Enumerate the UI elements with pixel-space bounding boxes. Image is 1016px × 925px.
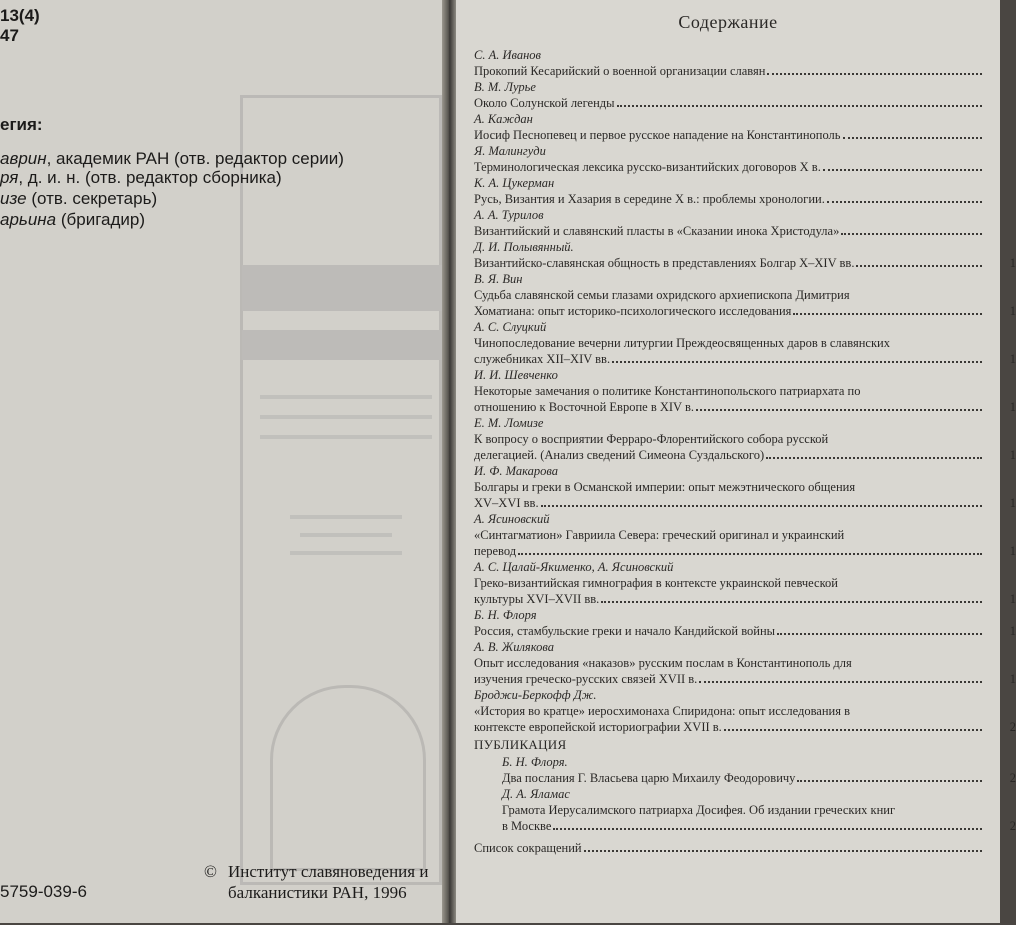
toc-entry-title: Россия, стамбульские греки и начало Кандийской войны bbox=[474, 623, 1014, 639]
toc-entry bbox=[474, 112, 1014, 143]
leader-dots bbox=[617, 95, 982, 107]
leader-dots bbox=[601, 591, 982, 603]
toc-entry-author: Д. И. Полывянный. bbox=[474, 240, 574, 254]
toc-entry-page: 1 bbox=[1009, 304, 1016, 318]
toc-entry-title: Терминологическая лексика русско-византийских договоров X в. bbox=[474, 159, 1014, 175]
toc-entry-title: Болгары и греки в Османской империи: опыт межэтнического общения bbox=[474, 480, 856, 494]
leader-dots bbox=[841, 223, 982, 235]
editor-line: изе (отв. секретарь) bbox=[0, 189, 158, 208]
toc-entry-author: Б. Н. Флоря. bbox=[502, 755, 568, 769]
copyright-symbol: © bbox=[204, 862, 217, 881]
editor-line: аврин, академик РАН (отв. редактор серии) bbox=[0, 149, 344, 168]
leader-dots bbox=[541, 495, 982, 507]
toc-entry bbox=[474, 560, 1014, 607]
toc-entry-title: К вопросу о восприятии Ферраро-Флорентийского собора русской bbox=[474, 432, 829, 446]
toc-entry-author: А. Каждан bbox=[474, 112, 533, 126]
toc-entry-author: Броджи-Беркофф Дж. bbox=[474, 688, 597, 702]
leader-dots bbox=[699, 671, 982, 683]
leader-dots bbox=[553, 818, 982, 830]
toc-entry-title-continued: перевод bbox=[474, 543, 1014, 559]
toc-entry-title-continued: контексте европейской историографии XVII в. bbox=[474, 719, 1014, 735]
leader-dots bbox=[767, 63, 982, 75]
left-page bbox=[0, 0, 442, 923]
toc-entry-title: Византийский и славянский пласты в «Сказании инока Христодула» bbox=[474, 223, 1014, 239]
isbn: 5759-039-6 bbox=[0, 882, 87, 901]
table-of-contents bbox=[474, 48, 1014, 856]
toc-entry-author: А. А. Турилов bbox=[474, 208, 544, 222]
toc-entry-title: Прокопий Кесарийский о военной организации славян bbox=[474, 63, 1014, 79]
toc-entry-page: 1 bbox=[1009, 496, 1016, 510]
toc-entry-title: Грамота Иерусалимского патриарха Досифея. Об издании греческих книг bbox=[502, 803, 896, 817]
section-heading-publications: ПУБЛИКАЦИЯ bbox=[474, 737, 567, 752]
toc-entry-title: Некоторые замечания о политике Константинопольского патриархата по bbox=[474, 384, 861, 398]
toc-entry-author: И. И. Шевченко bbox=[474, 368, 558, 382]
toc-entry-title: Судьба славянской семьи глазами охридского архиепископа Димитрия bbox=[474, 288, 850, 302]
toc-entry-page: 2 bbox=[1009, 819, 1016, 833]
leader-dots bbox=[766, 447, 982, 459]
toc-entry-author: Е. М. Ломизе bbox=[474, 416, 544, 430]
leader-dots bbox=[827, 191, 982, 203]
toc-entry-title: Русь, Византия и Хазария в середине X в.: проблемы хронологии. bbox=[474, 191, 1014, 207]
toc-entry-title-continued: изучения греческо-русских связей XVII в. bbox=[474, 671, 1014, 687]
toc-entry bbox=[474, 512, 1014, 559]
leader-dots bbox=[612, 351, 982, 363]
toc-entry-page: 1 bbox=[1009, 352, 1016, 366]
toc-entry-page: 1 bbox=[1009, 448, 1016, 462]
toc-entry bbox=[474, 48, 1014, 79]
toc-entry-page: 2 bbox=[1009, 720, 1016, 734]
toc-entry-page: 1 bbox=[1009, 672, 1016, 686]
toc-entry-author: В. Я. Вин bbox=[474, 272, 523, 286]
toc-entry-page: 1 bbox=[1009, 592, 1016, 606]
toc-entry bbox=[474, 368, 1014, 415]
toc-entry-title-continued: в Москве bbox=[502, 818, 1014, 834]
leader-dots bbox=[856, 255, 982, 267]
right-page bbox=[456, 0, 1016, 923]
toc-entry bbox=[474, 320, 1014, 367]
editor-line: арьина (бригадир) bbox=[0, 210, 146, 229]
toc-abbreviations: Список сокращений bbox=[474, 840, 1014, 856]
show-through-illustration bbox=[230, 85, 442, 925]
toc-entry bbox=[474, 787, 1014, 834]
toc-entry-title: Греко-византийская гимнография в контексте украинской певческой bbox=[474, 576, 838, 590]
toc-entry-author: Б. Н. Флоря bbox=[474, 608, 537, 622]
toc-entry-title-continued: Хоматиана: опыт историко-психологического исследования bbox=[474, 303, 1014, 319]
toc-entry-author: Д. А. Яламас bbox=[502, 787, 570, 801]
toc-entry-author: В. М. Лурье bbox=[474, 80, 536, 94]
classification-code-bottom: 47 bbox=[0, 26, 19, 45]
toc-entry-title: Опыт исследования «наказов» русским послам в Константинополь для bbox=[474, 656, 852, 670]
toc-entry-page: 1 bbox=[1009, 256, 1016, 270]
toc-entry bbox=[474, 688, 1014, 735]
toc-entry-title-continued: отношению к Восточной Европе в XIV в. bbox=[474, 399, 1014, 415]
toc-entry-author: Я. Малингуди bbox=[474, 144, 546, 158]
leader-dots bbox=[696, 399, 982, 411]
toc-entry-title: Иосиф Песнопевец и первое русское нападение на Константинополь bbox=[474, 127, 1014, 143]
toc-entry bbox=[474, 240, 1014, 271]
copyright-line-1: Институт славяноведения и bbox=[228, 862, 429, 881]
toc-entry bbox=[474, 272, 1014, 319]
leader-dots bbox=[777, 623, 982, 635]
leader-dots bbox=[584, 840, 982, 852]
toc-title: Содержание bbox=[678, 12, 778, 32]
toc-entry-title: «История во кратце» иеросхимонаха Спиридона: опыт исследования в bbox=[474, 704, 851, 718]
toc-entry-title-continued: служебниках XII–XIV вв. bbox=[474, 351, 1014, 367]
toc-entry-author: С. А. Иванов bbox=[474, 48, 541, 62]
editor-line: ря, д. и. н. (отв. редактор сборника) bbox=[0, 168, 282, 187]
toc-entry-author: И. Ф. Макарова bbox=[474, 464, 558, 478]
toc-entry-page: 1 bbox=[1009, 400, 1016, 414]
toc-entry-page: 2 bbox=[1009, 771, 1016, 785]
toc-entry-title: Два послания Г. Власьева царю Михаилу Феодоровичу bbox=[502, 770, 1014, 786]
toc-entry-title-continued: делегацией. (Анализ сведений Симеона Суздальского) bbox=[474, 447, 1014, 463]
toc-entry-title-continued: культуры XVI–XVII вв. bbox=[474, 591, 1014, 607]
toc-entry bbox=[474, 208, 1014, 239]
toc-entry-page: 1 bbox=[1009, 624, 1016, 638]
toc-entry bbox=[474, 755, 1014, 786]
classification-code-top: 13(4) bbox=[0, 6, 40, 25]
toc-entry bbox=[474, 80, 1014, 111]
toc-entry-title: «Синтагматион» Гавриила Севера: греческий оригинал и украинский bbox=[474, 528, 845, 542]
toc-entry-title: Чинопоследование вечерни литургии Преждеосвященных даров в славянских bbox=[474, 336, 890, 350]
leader-dots bbox=[518, 543, 982, 555]
leader-dots bbox=[724, 719, 982, 731]
toc-entry bbox=[474, 464, 1014, 511]
toc-entry-title: Около Солунской легенды bbox=[474, 95, 1014, 111]
toc-entry-author: К. А. Цукерман bbox=[474, 176, 555, 190]
toc-entry-title-continued: XV–XVI вв. bbox=[474, 495, 1014, 511]
toc-entry-page: 1 bbox=[1009, 544, 1016, 558]
toc-entry bbox=[474, 176, 1014, 207]
toc-entry-author: А. С. Слуцкий bbox=[474, 320, 547, 334]
collegium-heading: егия: bbox=[0, 115, 43, 134]
leader-dots bbox=[843, 127, 983, 139]
toc-entry-title: Византийско-славянская общность в представлениях Болгар X–XIV вв. bbox=[474, 255, 1014, 271]
leader-dots bbox=[797, 770, 982, 782]
toc-entry-author: А. Ясиновский bbox=[474, 512, 550, 526]
toc-entry bbox=[474, 608, 1014, 639]
copyright-line-2: балканистики РАН, 1996 bbox=[228, 883, 407, 902]
toc-entry-author: А. В. Жилякова bbox=[474, 640, 554, 654]
toc-entry-author: А. С. Цалай-Якименко, А. Ясиновский bbox=[474, 560, 674, 574]
leader-dots bbox=[793, 303, 982, 315]
toc-entry bbox=[474, 416, 1014, 463]
toc-entry bbox=[474, 144, 1014, 175]
book-gutter bbox=[442, 0, 456, 923]
toc-entry bbox=[474, 640, 1014, 687]
leader-dots bbox=[823, 159, 982, 171]
